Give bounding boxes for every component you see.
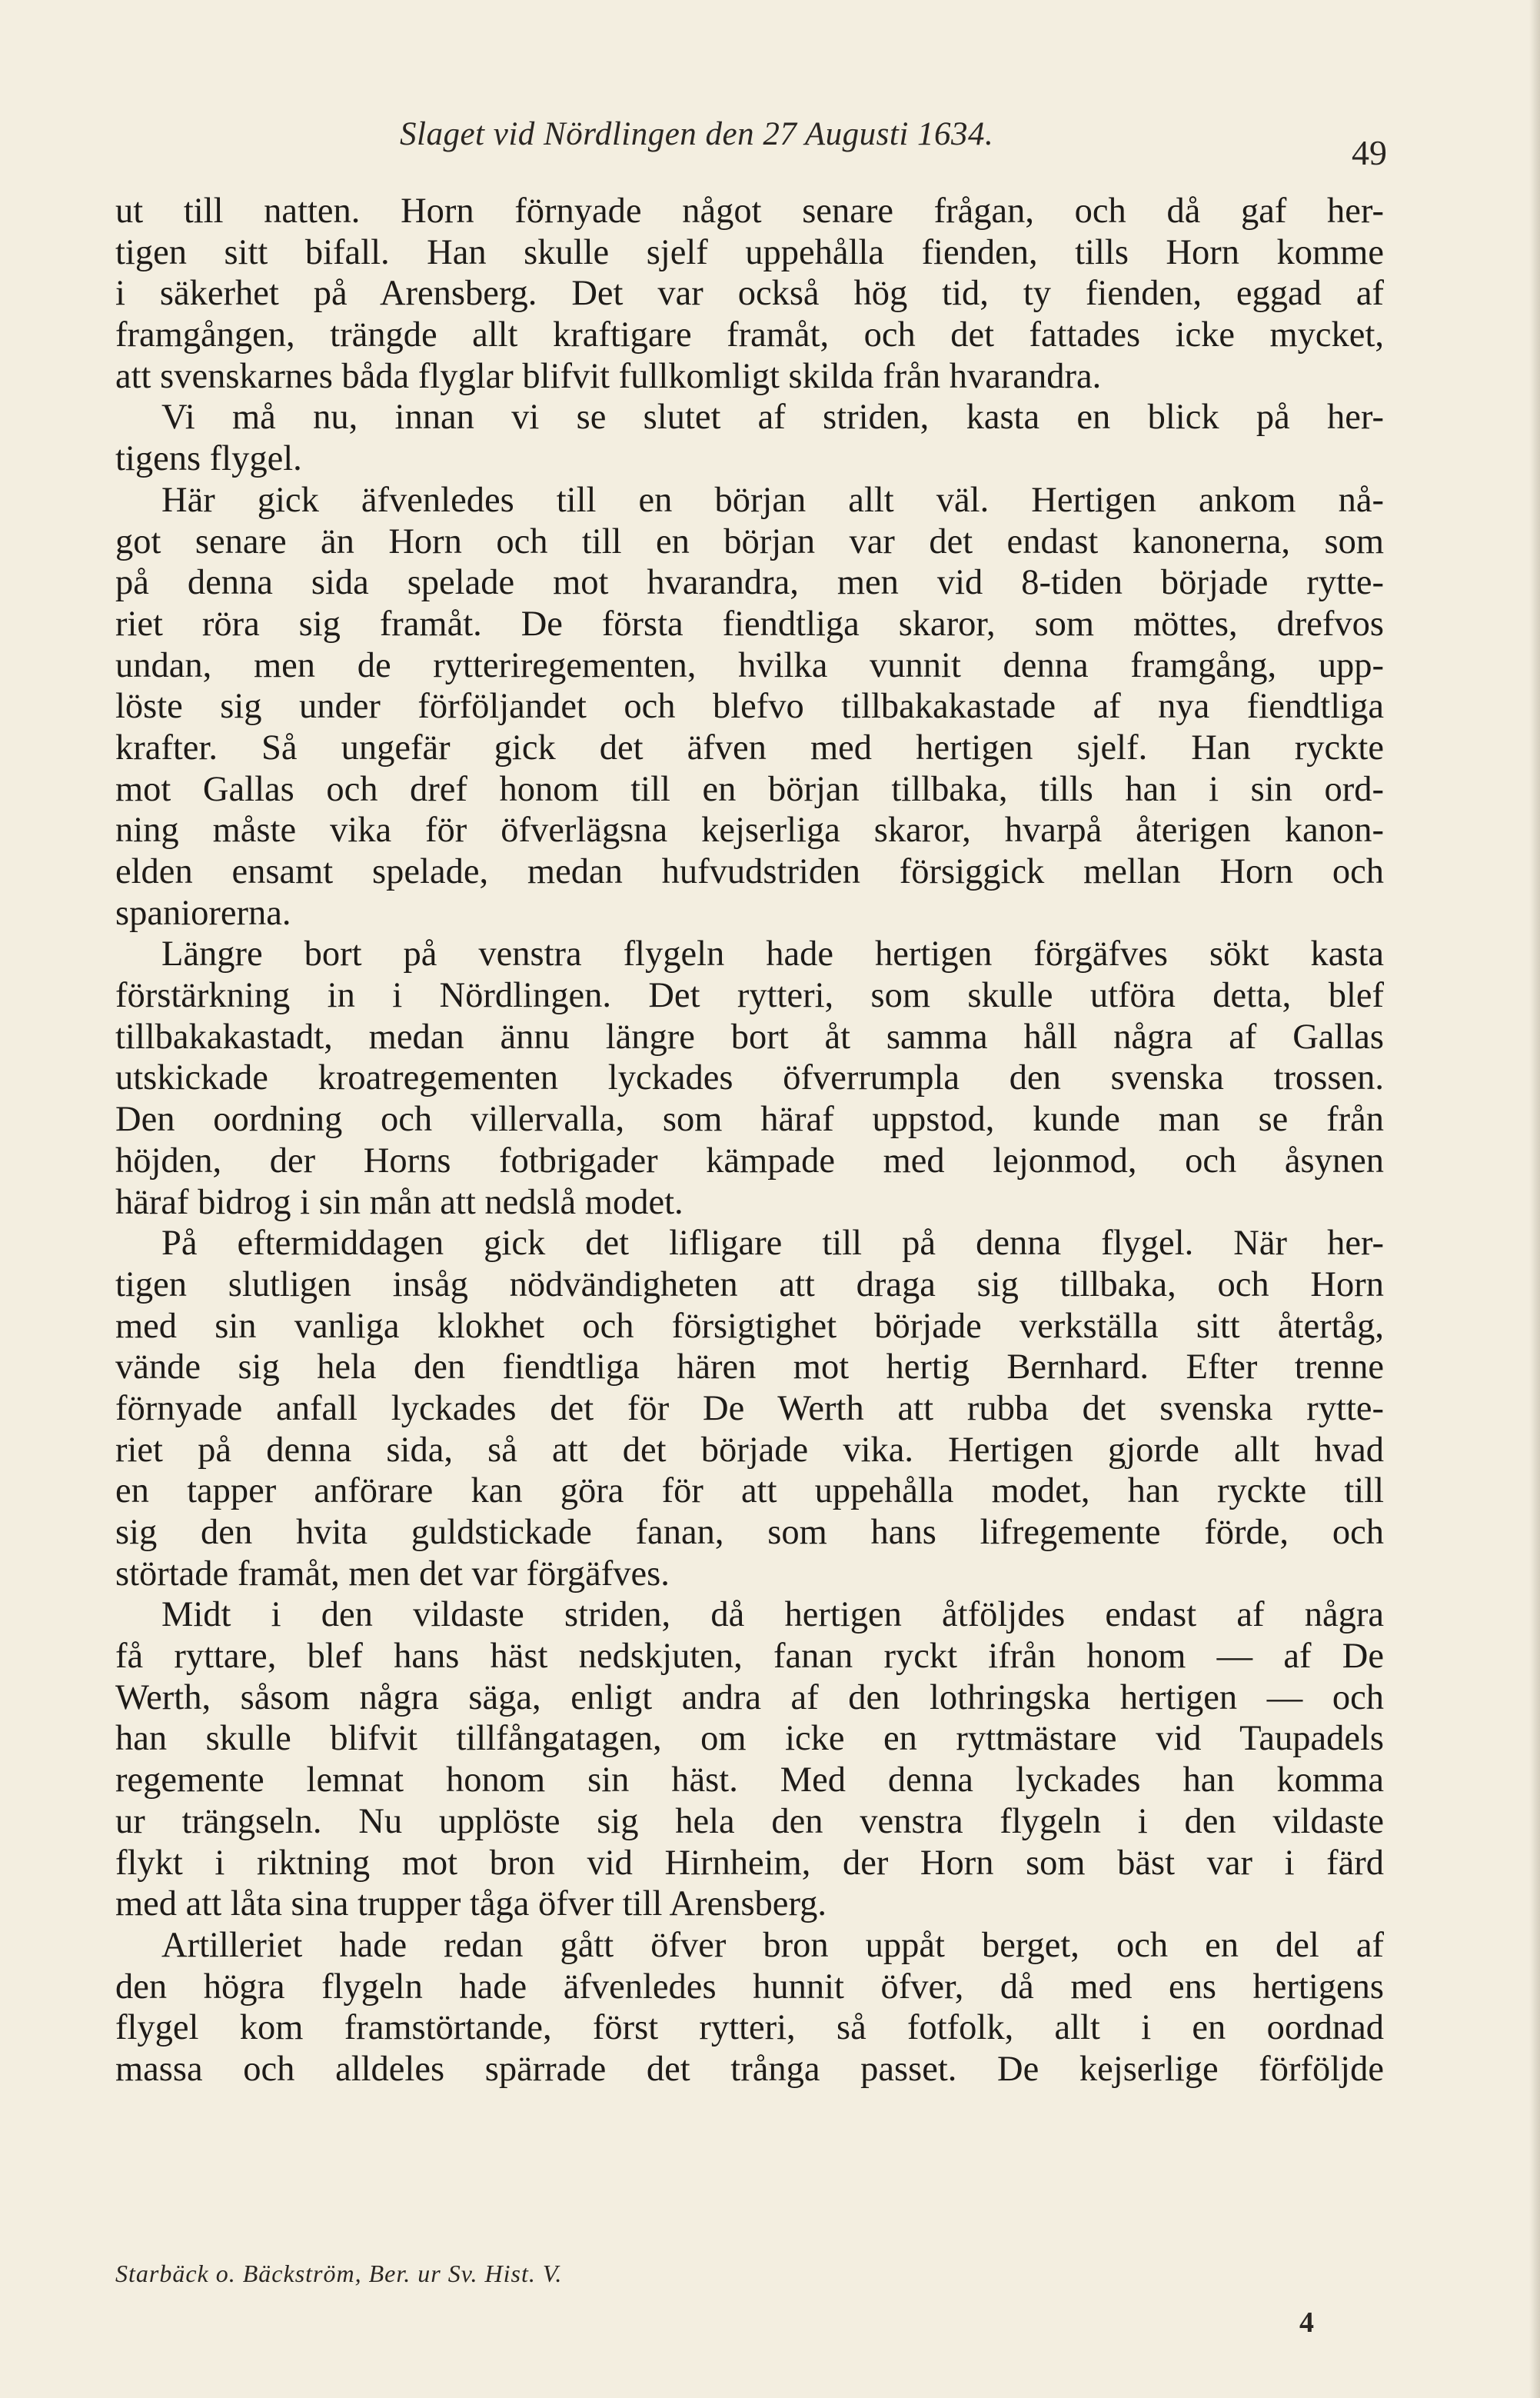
text-line: Här gick äfvenledes till en början allt väl. Hertigen ankom nå- bbox=[161, 480, 1384, 520]
text-line: undan, men de rytteriregementen, hvilka vunnit denna framgång, upp- bbox=[115, 645, 1384, 685]
text-line: Werth, såsom några säga, enligt andra af den lothringska hertigen — och bbox=[115, 1677, 1384, 1717]
text-line: han skulle blifvit tillfångatagen, om icke en ryttmästare vid Taupadels bbox=[115, 1719, 1384, 1759]
text-line: got senare än Horn och till en början var det endast kanonerna, som bbox=[115, 521, 1384, 561]
text-line: en tapper anförare kan göra för att uppehålla modet, han ryckte till bbox=[115, 1471, 1384, 1511]
text-line: massa och alldeles spärrade det trånga passet. De kejserlige förföljde bbox=[115, 2049, 1384, 2089]
text-line: Artilleriet hade redan gått öfver bron uppåt berget, och en del af bbox=[161, 1925, 1384, 1965]
text-line: Vi må nu, innan vi se slutet af striden, kasta en blick på her- bbox=[161, 398, 1384, 438]
text-line: tigen sitt bifall. Han skulle sjelf uppehålla fienden, tills Horn komme bbox=[115, 232, 1384, 272]
text-line: Midt i den vildaste striden, då hertigen åtföljdes endast af några bbox=[161, 1595, 1384, 1635]
text-line: spaniorerna. bbox=[115, 893, 291, 933]
text-line: med att låta sina trupper tåga öfver till Arensberg. bbox=[115, 1884, 827, 1924]
text-line: Längre bort på venstra flygeln hade hertigen förgäfves sökt kasta bbox=[161, 934, 1384, 974]
text-line: regemente lemnat honom sin häst. Med denna lyckades han komma bbox=[115, 1760, 1384, 1800]
text-line: höjden, der Horns fotbrigader kämpade med lejonmod, och åsynen bbox=[115, 1141, 1384, 1181]
footer-signature: Starbäck o. Bäckström, Ber. ur Sv. Hist. V. bbox=[115, 2260, 563, 2287]
signature-mark: 4 bbox=[1299, 2306, 1314, 2339]
text-line: störtade framåt, men det var förgäfves. bbox=[115, 1554, 670, 1594]
text-line: med sin vanliga klokhet och försigtighet började verkställa sitt återtåg, bbox=[115, 1306, 1384, 1346]
text-line: löste sig under förföljandet och blefvo tillbakakastade af nya fiendtliga bbox=[115, 687, 1384, 727]
text-line: tillbakakastadt, medan ännu längre bort åt samma håll några af Gallas bbox=[115, 1017, 1384, 1057]
text-line: På eftermiddagen gick det lifligare till på denna flygel. När her- bbox=[161, 1224, 1384, 1264]
text-line: förstärkning in i Nördlingen. Det rytteri, som skulle utföra detta, blef bbox=[115, 976, 1384, 1016]
text-line: ur trängseln. Nu upplöste sig hela den venstra flygeln i den vildaste bbox=[115, 1801, 1384, 1841]
text-line: ut till natten. Horn förnyade något senare frågan, och då gaf her- bbox=[115, 192, 1384, 231]
text-line: elden ensamt spelade, medan hufvudstriden försiggick mellan Horn och bbox=[115, 852, 1384, 891]
text-line: framgången, trängde allt kraftigare framåt, och det fattades icke mycket, bbox=[115, 315, 1384, 355]
text-line: Den oordning och villervalla, som häraf uppstod, kunde man se från bbox=[115, 1100, 1384, 1140]
text-line: få ryttare, blef hans häst nedskjuten, fanan ryckt ifrån honom — af De bbox=[115, 1637, 1384, 1677]
text-line: riet på denna sida, så att det började vika. Hertigen gjorde allt hvad bbox=[115, 1430, 1384, 1470]
text-line: vände sig hela den fiendtliga hären mot hertig Bernhard. Efter trenne bbox=[115, 1347, 1384, 1387]
body-text bbox=[115, 191, 1384, 2090]
text-line: sig den hvita guldstickade fanan, som hans lifregemente förde, och bbox=[115, 1513, 1384, 1552]
text-line: flykt i riktning mot bron vid Hirnheim, der Horn som bäst var i färd bbox=[115, 1843, 1384, 1883]
page-number: 49 bbox=[1352, 133, 1387, 172]
text-line: ning måste vika för öfverlägsna kejserliga skaror, hvarpå återigen kanon- bbox=[115, 811, 1384, 851]
text-line: krafter. Så ungefär gick det äfven med hertigen sjelf. Han ryckte bbox=[115, 728, 1384, 768]
text-line: förnyade anfall lyckades det för De Werth att rubba det svenska rytte- bbox=[115, 1388, 1384, 1428]
text-line: häraf bidrog i sin mån att nedslå modet. bbox=[115, 1182, 684, 1222]
text-line: tigen slutligen insåg nödvändigheten att draga sig tillbaka, och Horn bbox=[115, 1264, 1384, 1304]
text-line: på denna sida spelade mot hvarandra, men vid 8-tiden började rytte- bbox=[115, 563, 1384, 603]
text-line: flygel kom framstörtande, först rytteri, så fotfolk, allt i en oordnad bbox=[115, 2008, 1384, 2048]
text-line: riet röra sig framåt. De första fiendtliga skaror, som möttes, drefvos bbox=[115, 604, 1384, 644]
text-line: utskickade kroatregementen lyckades öfverrumpla den svenska trossen. bbox=[115, 1058, 1384, 1098]
text-line: att svenskarnes båda flyglar blifvit fullkomligt skilda från hvarandra. bbox=[115, 356, 1102, 396]
text-line: mot Gallas och dref honom till en början tillbaka, tills han i sin ord- bbox=[115, 769, 1384, 809]
text-line: tigens flygel. bbox=[115, 439, 302, 479]
text-line: i säkerhet på Arensberg. Det var också hög tid, ty fienden, eggad af bbox=[115, 274, 1384, 314]
running-head: Slaget vid Nördlingen den 27 Augusti 1634. bbox=[400, 116, 994, 152]
text-line: den högra flygeln hade äfvenledes hunnit öfver, då med ens hertigens bbox=[115, 1967, 1384, 2007]
